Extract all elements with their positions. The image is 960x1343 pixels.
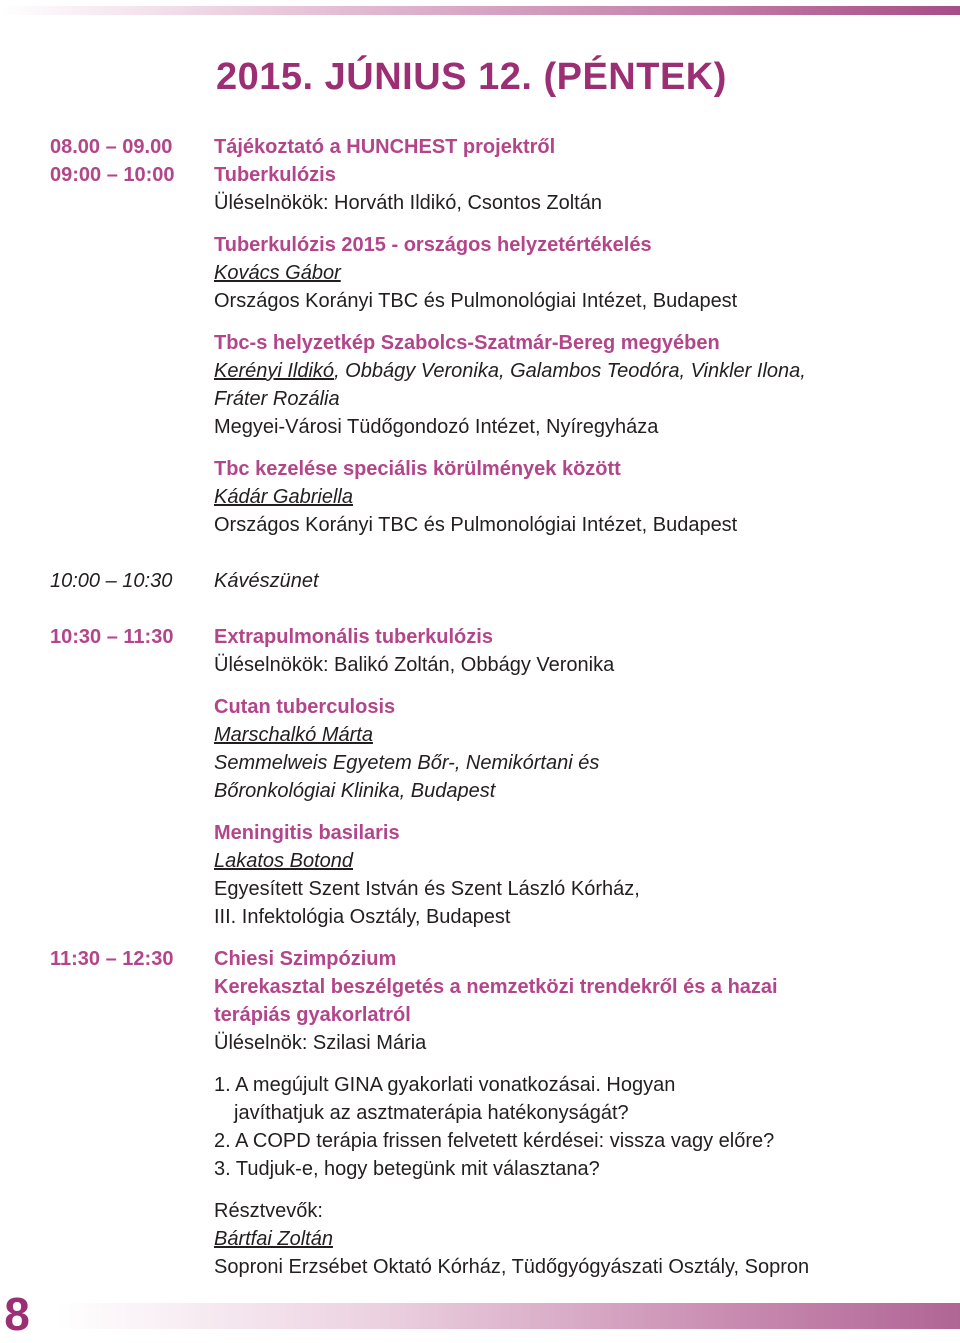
session-chairs: Üléselnökök: Balikó Zoltán, Obbágy Veronika [214, 654, 615, 676]
talk-speaker: Marschalkó Márta [214, 724, 373, 746]
talk-title: Tbc kezelése speciális körülmények között [214, 458, 621, 480]
session-chairs: Üléselnökök: Horváth Ildikó, Csontos Zoltán [214, 192, 602, 214]
talk-institution: Országos Korányi TBC és Pulmonológiai Intézet, Budapest [214, 290, 738, 312]
talk-institution: Országos Korányi TBC és Pulmonológiai Intézet, Budapest [214, 514, 738, 536]
talk-institution: Semmelweis Egyetem Bőr-, Nemikórtani és [214, 752, 600, 774]
session-title: Chiesi Szimpózium [214, 948, 397, 970]
talk-institution: Bőronkológiai Klinika, Budapest [214, 780, 496, 802]
talk-title: Tbc-s helyzetkép Szabolcs-Szatmár-Bereg megyében [214, 332, 720, 354]
talk-speaker: Kádár Gabriella [214, 486, 353, 508]
session-time: 10:00 – 10:30 [50, 570, 173, 592]
talk-speaker: Kovács Gábor [214, 262, 341, 284]
talk-title: Meningitis basilaris [214, 822, 400, 844]
talk-institution: Megyei-Városi Tüdőgondozó Intézet, Nyíregyháza [214, 416, 659, 438]
session-subtitle: Kerekasztal beszélgetés a nemzetközi trendekről és a hazai [214, 976, 778, 998]
list-item: javíthatjuk az asztmaterápia hatékonyságát? [234, 1102, 629, 1124]
session-title: Tuberkulózis [214, 164, 336, 186]
session-time: 11:30 – 12:30 [50, 948, 174, 970]
presenting-speaker: Kerényi Ildikó [214, 360, 335, 382]
list-item: 2. A COPD terápia frissen felvetett kérdései: vissza vagy előre? [214, 1130, 775, 1152]
co-authors-continued: Fráter Rozália [214, 388, 340, 410]
talk-institution: III. Infektológia Osztály, Budapest [214, 906, 511, 928]
participant-institution: Soproni Erzsébet Oktató Kórház, Tüdőgyógyászati Osztály, Sopron [214, 1256, 810, 1278]
co-authors: , Obbágy Veronika, Galambos Teodóra, Vinkler Ilona, [334, 360, 806, 382]
talk-title: Tuberkulózis 2015 - országos helyzetértékelés [214, 234, 652, 256]
participants-label: Résztvevők: [214, 1200, 323, 1222]
session-time: 09:00 – 10:00 [50, 164, 175, 186]
list-item: 3. Tudjuk-e, hogy betegünk mit választana? [214, 1158, 600, 1180]
session-title: Kávészünet [214, 570, 319, 592]
talk-speakers [214, 357, 806, 385]
session-title: Tájékoztató a HUNCHEST projektről [214, 136, 556, 158]
page-title: 2015. JÚNIUS 12. (PÉNTEK) [216, 56, 727, 98]
list-item: 1. A megújult GINA gyakorlati vonatkozásai. Hogyan [214, 1074, 676, 1096]
talk-title: Cutan tuberculosis [214, 696, 396, 718]
session-time: 08.00 – 09.00 [50, 136, 173, 158]
session-time: 10:30 – 11:30 [50, 626, 174, 648]
top-decorative-bar [0, 6, 960, 15]
page-number: 8 [4, 1288, 30, 1340]
session-subtitle: terápiás gyakorlatról [214, 1004, 411, 1026]
session-title: Extrapulmonális tuberkulózis [214, 626, 493, 648]
bottom-decorative-bar [58, 1303, 960, 1329]
talk-speaker: Lakatos Botond [214, 850, 353, 872]
session-chair: Üléselnök: Szilasi Mária [214, 1032, 427, 1054]
participant-name: Bártfai Zoltán [214, 1228, 333, 1250]
talk-institution: Egyesített Szent István és Szent László Kórház, [214, 878, 640, 900]
